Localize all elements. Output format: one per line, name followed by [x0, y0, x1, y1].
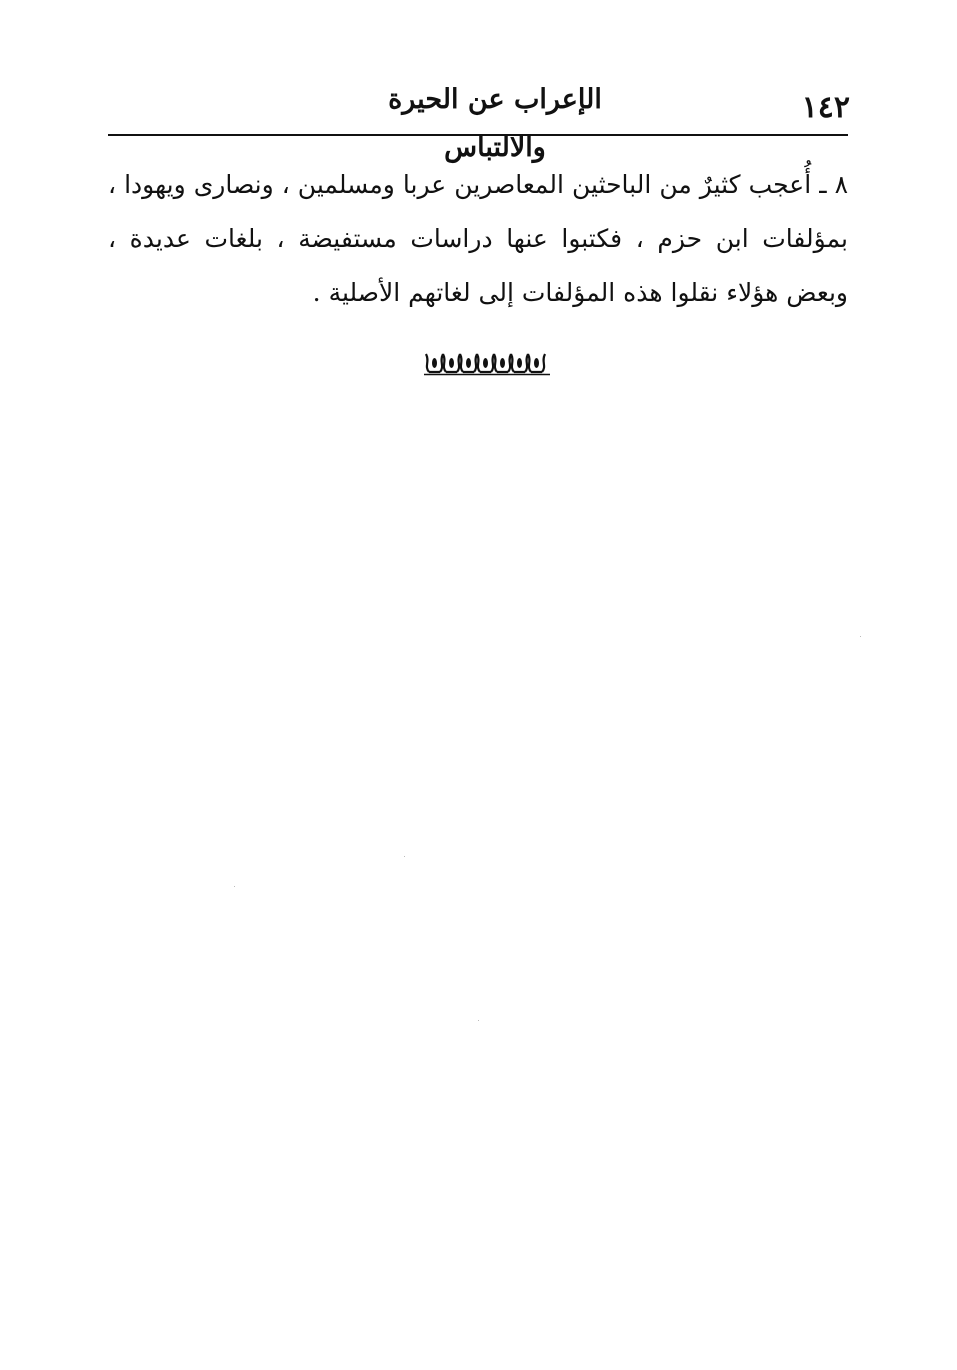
footnote-paragraph: ٨ ـ أُعجب كثيرٌ من الباحثين المعاصرين عربا ومسلمين ، ونصارى ويهودا ، بمؤلفات ابن حزم ، فكتبوا عنها دراسات مستفيضة ، بلغات عديدة ، وبعض هؤلاء نقلوا هذه المؤلفات إلى لغاتهم الأصلية .: [108, 170, 848, 307]
running-title: الإعراب عن الحيرة والالتباس: [388, 84, 602, 163]
page-number: ١٤٢: [801, 90, 850, 125]
scan-speck: [404, 856, 405, 857]
header-divider: [108, 134, 848, 136]
scan-speck: [234, 886, 235, 887]
scan-speck: [860, 636, 861, 637]
scan-speck: [478, 1020, 479, 1021]
decorative-arabesque-divider-icon: [420, 350, 554, 376]
